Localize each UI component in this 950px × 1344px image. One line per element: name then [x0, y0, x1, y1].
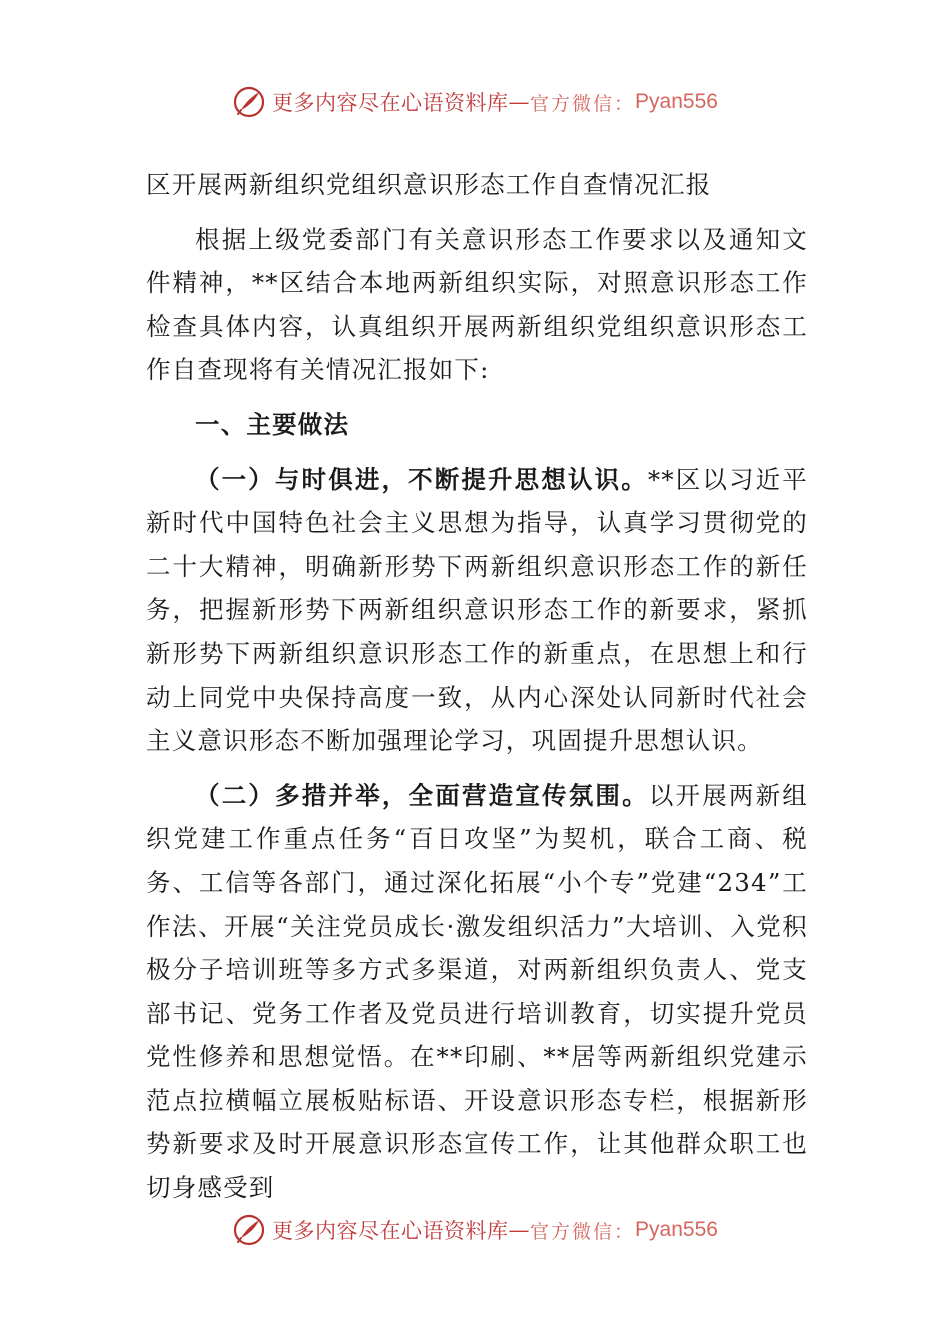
intro-paragraph: 根据上级党委部门有关意识形态工作要求以及通知文件精神，**区结合本地两新组织实际，对照意识形态工作检查具体内容，认真组织开展两新组织党组织意识形态工作自查现将有关情况汇报如下: [146, 224, 808, 385]
quill-seal-logo-icon [232, 85, 266, 119]
subsection-2-heading: （二）多措并举，全面营造宣传氛围。 [195, 780, 649, 810]
banner-main-text: 更多内容尽在心语资料库 [272, 1219, 509, 1243]
section-heading-main-practices: 一、主要做法 [195, 409, 350, 439]
subsection-2-body: 以开展两新组织党建工作重点任务“百日攻坚”为契机，联合工商、税务、工信等各部门，通过深化拓展“小个专”党建“234”工作法、开展“关注党员成长·激发组织活力”大培训、入党积极分子培训班等多方式多渠道，对两新组织负责人、党支部书记、党务工作者及党员进行培训教育，切实提升党员党性修养和思想觉悟。在**印刷、**居等两新组织党建示范点拉横幅立展板贴标语、开设意识形态专栏，根据新形势新要求及时开展意识形态宣传工作，让其他群众职工也切身感受到 [146, 780, 809, 1203]
banner-wechat-label: 官方微信： [530, 1220, 636, 1243]
banner-wechat-label: 官方微信： [530, 92, 636, 115]
banner-wechat-id: Pyan556 [635, 90, 718, 113]
subsection-2-paragraph [146, 774, 808, 1210]
banner-dash: — [508, 90, 531, 114]
banner-main-text: 更多内容尽在心语资料库 [272, 91, 509, 115]
subsection-1-body: **区以习近平新时代中国特色社会主义思想为指导，认真学习贯彻党的二十大精神，明确新形势下两新组织意识形态工作的新任务，把握新形势下两新组织意识形态工作的新要求，紧抓新形势下两新组织意识形态工作的新重点，在思想上和行动上同党中央保持高度一致，从内心深处认同新时代社会主义意识形态不断加强理论学习，巩固提升思想认识。 [146, 464, 808, 756]
subsection-1-heading: （一）与时俱进，不断提升思想认识。 [195, 464, 648, 494]
subsection-1-paragraph [146, 458, 808, 763]
quill-seal-logo-icon [232, 1213, 266, 1247]
banner-wechat-id: Pyan556 [635, 1218, 718, 1241]
document-title: 区开展两新组织党组织意识形态工作自查情况汇报 [146, 170, 712, 199]
document-body [146, 163, 808, 1210]
header-watermark-banner [0, 82, 950, 122]
banner-dash: — [508, 1218, 531, 1242]
footer-watermark-banner [0, 1210, 950, 1250]
